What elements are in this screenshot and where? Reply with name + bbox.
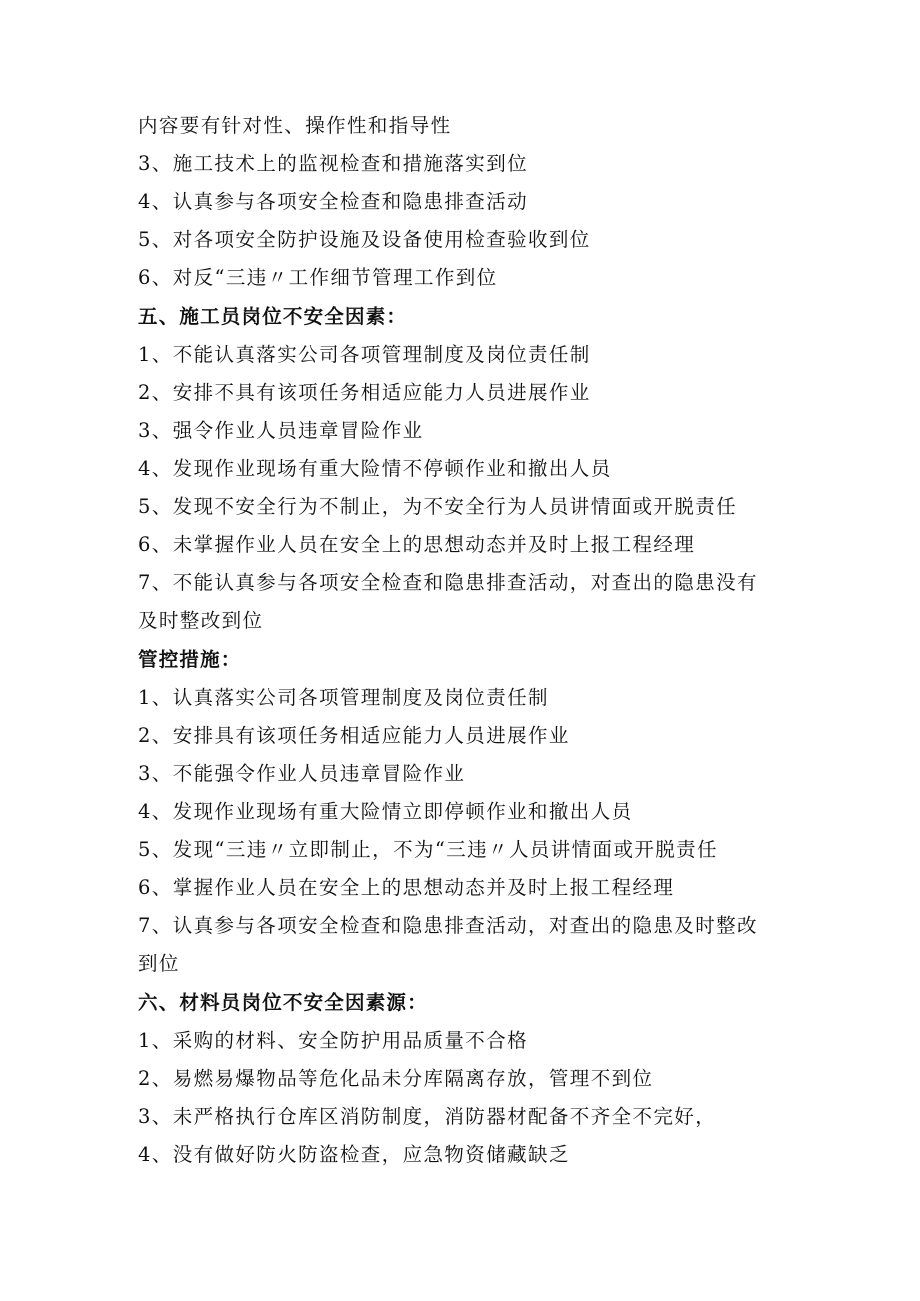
list-item-3: 3、施工技术上的监视检查和措施落实到位: [138, 152, 529, 175]
list-item-3: 3、未严格执行仓库区消防制度，消防器材配备不齐全不完好，: [138, 1105, 717, 1128]
paragraph-line: 内容要有针对性、操作性和指导性: [138, 114, 452, 137]
list-item-2: 2、安排不具有该项任务相适应能力人员进展作业: [138, 381, 591, 404]
list-item-4: 4、认真参与各项安全检查和隐患排查活动: [138, 190, 529, 213]
list-item-4: 4、没有做好防火防盗检查，应急物资储藏缺乏: [138, 1143, 570, 1166]
list-item-7: 7、不能认真参与各项安全检查和隐患排查活动，对查出的隐患没有: [138, 571, 758, 594]
list-item-7-continued: 到位: [138, 952, 180, 975]
list-item-6: 6、掌握作业人员在安全上的思想动态并及时上报工程经理: [138, 876, 675, 899]
list-item-4: 4、发现作业现场有重大险情立即停顿作业和撤出人员: [138, 800, 633, 823]
list-item-1: 1、不能认真落实公司各项管理制度及岗位责任制: [138, 343, 591, 366]
section-heading-6: 六、材料员岗位不安全因素源：: [138, 991, 428, 1014]
list-item-6: 6、未掌握作业人员在安全上的思想动态并及时上报工程经理: [138, 533, 696, 556]
list-item-1: 1、采购的材料、安全防护用品质量不合格: [138, 1029, 529, 1052]
list-item-5: 5、对各项安全防护设施及设备使用检查验收到位: [138, 228, 591, 251]
list-item-1: 1、认真落实公司各项管理制度及岗位责任制: [138, 686, 549, 709]
list-item-6: 6、对反“三违〃工作细节管理工作到位: [138, 266, 498, 289]
list-item-4: 4、发现作业现场有重大险情不停顿作业和撤出人员: [138, 457, 612, 480]
list-item-5: 5、发现不安全行为不制止，为不安全行为人员讲情面或开脱责任: [138, 495, 738, 518]
list-item-5: 5、发现“三违〃立即制止，不为“三违〃人员讲情面或开脱责任: [138, 838, 718, 861]
list-item-7: 7、认真参与各项安全检查和隐患排查活动，对查出的隐患及时整改: [138, 914, 758, 937]
list-item-2: 2、安排具有该项任务相适应能力人员进展作业: [138, 724, 570, 747]
list-item-3: 3、不能强令作业人员违章冒险作业: [138, 762, 466, 785]
list-item-3: 3、强令作业人员违章冒险作业: [138, 419, 424, 442]
subsection-heading-controls: 管控措施：: [138, 648, 242, 671]
list-item-7-continued: 及时整改到位: [138, 609, 264, 632]
list-item-2: 2、易燃易爆物品等危化品未分库隔离存放，管理不到位: [138, 1067, 654, 1090]
section-heading-5: 五、施工员岗位不安全因素：: [138, 305, 408, 328]
